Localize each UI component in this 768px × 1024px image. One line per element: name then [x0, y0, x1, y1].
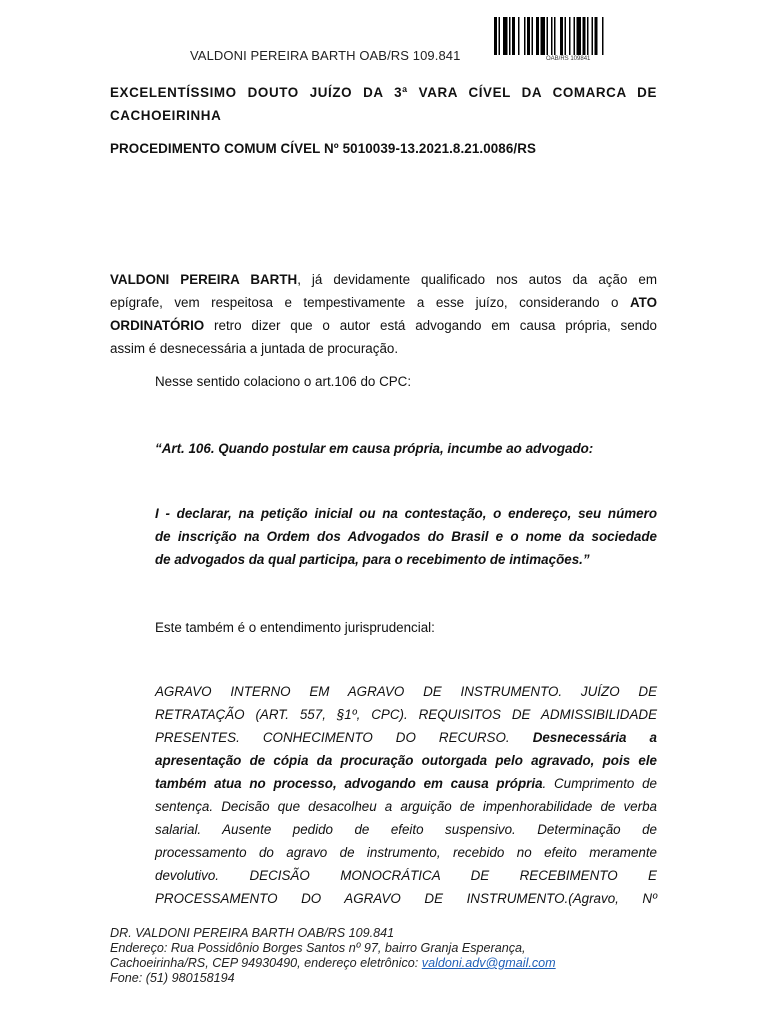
ruling-bold-5: também atua no processo, advogando em causa própria — [155, 776, 543, 791]
procedure-number — [110, 137, 657, 160]
intro-paragraph — [110, 268, 657, 360]
intro-text-3: retro dizer que o autor está advogando em causa própria, sendo — [204, 318, 657, 333]
ruling-line-6: sentença. Decisão que desacolheu a arguição de impenhorabilidade de verba — [155, 799, 657, 814]
page-footer — [110, 926, 556, 986]
footer-email-link[interactable]: valdoni.adv@gmail.com — [421, 956, 556, 970]
addressee-heading — [110, 81, 657, 127]
procedure-line: PROCEDIMENTO COMUM CÍVEL Nº 5010039-13.2021.8.21.0086/RS — [110, 141, 537, 156]
article-item-line-3: de advogados da qual participa, para o recebimento de intimações.” — [155, 552, 590, 567]
footer-lawyer: DR. VALDONI PEREIRA BARTH OAB/RS 109.841 — [110, 926, 395, 940]
ruling-line-3: PRESENTES. CONHECIMENTO DO RECURSO. — [155, 730, 533, 745]
intro-text-2: epígrafe, vem respeitosa e tempestivamente a esse juízo, considerando o — [110, 295, 630, 310]
article-title-text: “Art. 106. Quando postular em causa própria, incumbe ao advogado: — [155, 441, 594, 456]
petitioner-name: VALDONI PEREIRA BARTH — [110, 272, 298, 287]
addressee-line-2: CACHOEIRINHA — [110, 108, 222, 123]
ruling-line-2: RETRATAÇÃO (ART. 557, §1º, CPC). REQUISITOS DE ADMISSIBILIDADE — [155, 707, 657, 722]
ruling-line-8: processamento do agravo de instrumento, recebido no efeito meramente — [155, 845, 657, 860]
juris-intro: Este também é o entendimento jurisprudencial: — [155, 620, 435, 635]
addressee-line-1: EXCELENTÍSSIMO DOUTO JUÍZO DA 3ª VARA CÍVEL DA COMARCA DE — [110, 85, 657, 100]
ruling-line-1: AGRAVO INTERNO EM AGRAVO DE INSTRUMENTO. JUÍZO DE — [155, 684, 657, 699]
header-lawyer-name: VALDONI PEREIRA BARTH OAB/RS 109.841 — [190, 48, 461, 63]
article-item-line-2: de inscrição na Ordem dos Advogados do Brasil e o nome da sociedade — [155, 529, 657, 544]
ruling-line-10: PROCESSAMENTO DO AGRAVO DE INSTRUMENTO.(Agravo, Nº — [155, 891, 657, 906]
article-item-line-1: I - declarar, na petição inicial ou na contestação, o endereço, seu número — [155, 506, 657, 521]
barcode-caption: OAB/RS 109841 — [546, 56, 591, 62]
intro-bold-ato: ATO — [629, 295, 657, 310]
footer-phone: Fone: (51) 980158194 — [110, 971, 235, 985]
ruling-line-5: . Cumprimento de — [542, 776, 657, 791]
intro-text-1: , já devidamente qualificado nos autos da ação em — [297, 272, 657, 287]
article-item — [155, 502, 657, 571]
ruling-line-7: salarial. Ausente pedido de efeito suspensivo. Determinação de — [155, 822, 657, 837]
article-title — [155, 437, 657, 460]
ruling-bold-3: Desnecessária a — [532, 730, 657, 745]
barcode-image — [494, 17, 644, 55]
ruling-line-9: devolutivo. DECISÃO MONOCRÁTICA DE RECEBIMENTO E — [155, 868, 657, 883]
ruling-bold-4: apresentação de cópia da procuração outorgada pelo agravado, pois ele — [155, 753, 657, 768]
footer-address: Endereço: Rua Possidônio Borges Santos nº 97, bairro Granja Esperança, — [110, 941, 526, 955]
ruling-quote — [155, 680, 657, 910]
cpc-intro: Nesse sentido colaciono o art.106 do CPC: — [155, 374, 412, 389]
intro-text-4: assim é desnecessária a juntada de procuração. — [110, 341, 399, 356]
intro-bold-ordinatorio: ORDINATÓRIO — [110, 318, 205, 333]
footer-city: Cachoeirinha/RS, CEP 94930490, endereço eletrônico: — [110, 956, 422, 970]
